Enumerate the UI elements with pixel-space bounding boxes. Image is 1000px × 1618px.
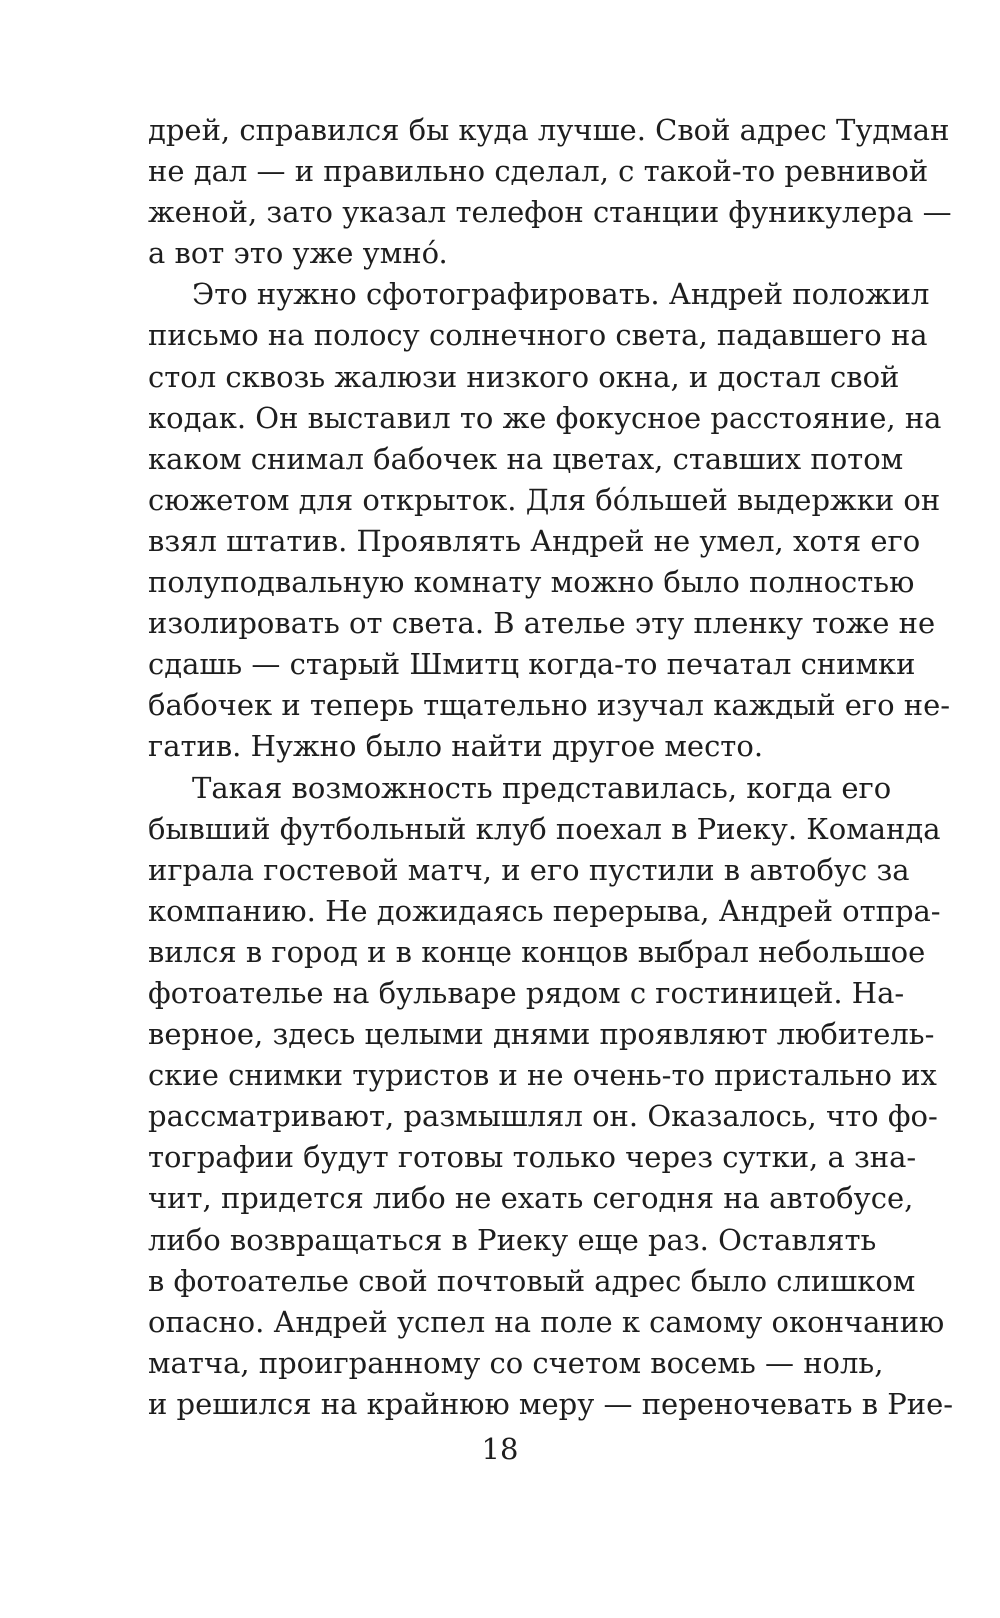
text-line: полуподвальную комнату можно было полностью xyxy=(148,565,915,600)
text-line: опасно. Андрей успел на поле к самому окончанию xyxy=(148,1304,945,1339)
text-line: каком снимал бабочек на цветах, ставших потом xyxy=(148,441,904,476)
paragraph xyxy=(148,768,954,1426)
paragraph xyxy=(148,274,951,767)
text-line: кодак. Он выставил то же фокусное расстояние, на xyxy=(148,400,942,435)
text-line: Это нужно сфотографировать. Андрей положил xyxy=(192,277,930,312)
text-line: тографии будут готовы только через сутки, а зна- xyxy=(148,1140,917,1175)
text-line: сдашь — старый Шмитц когда-то печатал снимки xyxy=(148,647,916,682)
text-line: а вот это уже умнó. xyxy=(148,236,448,271)
text-line: сюжетом для открыток. Для бóльшей выдержки он xyxy=(148,482,941,517)
text-line: верное, здесь целыми днями проявляют любитель- xyxy=(148,1017,935,1052)
text-line: стол сквозь жалюзи низкого окна, и достал свой xyxy=(148,359,900,394)
text-line: ские снимки туристов и не очень-то пристально их xyxy=(148,1058,937,1093)
text-line: бывший футбольный клуб поехал в Риеку. Команда xyxy=(148,811,941,846)
text-line: в фотоателье свой почтовый адрес было слишком xyxy=(148,1263,916,1298)
text-line: женой, зато указал телефон станции фуникулера — xyxy=(148,195,952,230)
text-line: фотоателье на бульваре рядом с гостиницей. На- xyxy=(148,975,905,1010)
text-line: гатив. Нужно было найти другое место. xyxy=(148,729,764,764)
body-text xyxy=(148,110,954,1425)
text-line: и решился на крайнюю меру — переночевать в Рие- xyxy=(148,1386,954,1421)
paragraph xyxy=(148,110,952,274)
text-line: компанию. Не дожидаясь перерыва, Андрей отпра- xyxy=(148,893,941,928)
text-line: взял штатив. Проявлять Андрей не умел, хотя его xyxy=(148,523,921,558)
text-line: изолировать от света. В ателье эту пленку тоже не xyxy=(148,606,936,641)
text-line: рассматривают, размышлял он. Оказалось, что фо- xyxy=(148,1099,938,1134)
text-line: матча, проигранному со счетом восемь — ноль, xyxy=(148,1345,884,1380)
text-line: не дал — и правильно сделал, с такой-то ревнивой xyxy=(148,154,929,189)
text-line: либо возвращаться в Риеку еще раз. Оставлять xyxy=(148,1222,877,1257)
text-line: вился в город и в конце концов выбрал небольшое xyxy=(148,934,926,969)
text-line: письмо на полосу солнечного света, падавшего на xyxy=(148,318,928,353)
text-line: чит, придется либо не ехать сегодня на автобусе, xyxy=(148,1181,914,1216)
page-number: 18 xyxy=(481,1432,519,1466)
text-line: дрей, справился бы куда лучше. Свой адрес Тудман xyxy=(148,113,950,147)
text-line: Такая возможность представилась, когда его xyxy=(192,770,892,805)
text-line: играла гостевой матч, и его пустили в автобус за xyxy=(148,852,910,887)
text-line: бабочек и теперь тщательно изучал каждый его не- xyxy=(148,688,951,723)
